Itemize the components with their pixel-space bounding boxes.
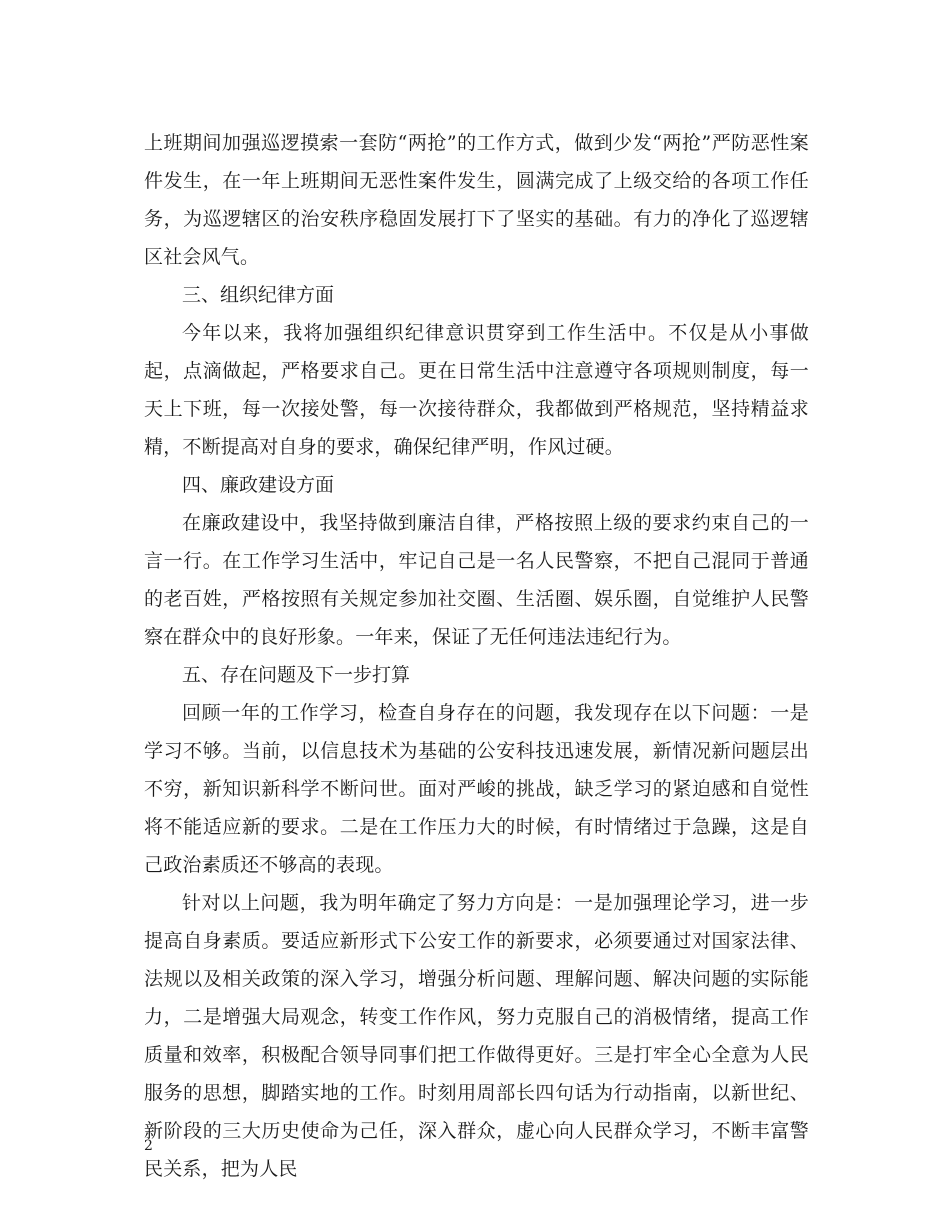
paragraph-patrol-continuation: 上班期间加强巡逻摸索一套防“两抢”的工作方式，做到少发“两抢”严防恶性案件发生，在一年上班期间无恶性案件发生，圆满完成了上级交给的各项工作任务，为巡逻辖区的治安秩序稳固发展打下了坚实的基础。有力的净化了巡逻辖区社会风气。 [144, 132, 809, 268]
page-number: 2 [144, 1138, 153, 1154]
section-heading-discipline: 三、组织纪律方面 [182, 284, 335, 306]
paragraph-problems: 回顾一年的工作学习，检查自身存在的问题，我发现存在以下问题：一是学习不够。当前，以信息技术为基础的公安科技迅速发展，新情况新问题层出不穷，新知识新科学不断问世。面对严峻的挑战，缺乏学习的紧迫感和自觉性将不能适应新的要求。二是在工作压力大的时候，有时情绪过于急躁，这是自己政治素质还不够高的表现。 [144, 702, 809, 876]
document-body [144, 124, 809, 1188]
paragraph-discipline: 今年以来，我将加强组织纪律意识贯穿到工作生活中。不仅是从小事做起，点滴做起，严格要求自己。更在日常生活中注意遵守各项规则制度，每一天上下班，每一次接处警，每一次接待群众，我都做到严格规范，坚持精益求精，不断提高对自身的要求，确保纪律严明，作风过硬。 [144, 322, 809, 458]
paragraph-integrity: 在廉政建设中，我坚持做到廉洁自律，严格按照上级的要求约束自己的一言一行。在工作学习生活中，牢记自己是一名人民警察，不把自己混同于普通的老百姓，严格按照有关规定参加社交圈、生活圈、娱乐圈，自觉维护人民警察在群众中的良好形象。一年来，保证了无任何违法违纪行为。 [144, 512, 809, 648]
paragraph-plans: 针对以上问题，我为明年确定了努力方向是：一是加强理论学习，进一步提高自身素质。要适应新形式下公安工作的新要求，必须要通过对国家法律、法规以及相关政策的深入学习，增强分析问题、理解问题、解决问题的实际能力，二是增强大局观念，转变工作作风，努力克服自己的消极情绪，提高工作质量和效率，积极配合领导同事们把工作做得更好。三是打牢全心全意为人民服务的思想，脚踏实地的工作。时刻用周部长四句话为行动指南，以新世纪、新阶段的三大历史使命为己任，深入群众，虚心向人民群众学习，不断丰富警民关系，把为人民 [144, 892, 809, 1180]
section-heading-problems-plans: 五、存在问题及下一步打算 [182, 664, 411, 686]
section-heading-integrity: 四、廉政建设方面 [182, 474, 335, 496]
